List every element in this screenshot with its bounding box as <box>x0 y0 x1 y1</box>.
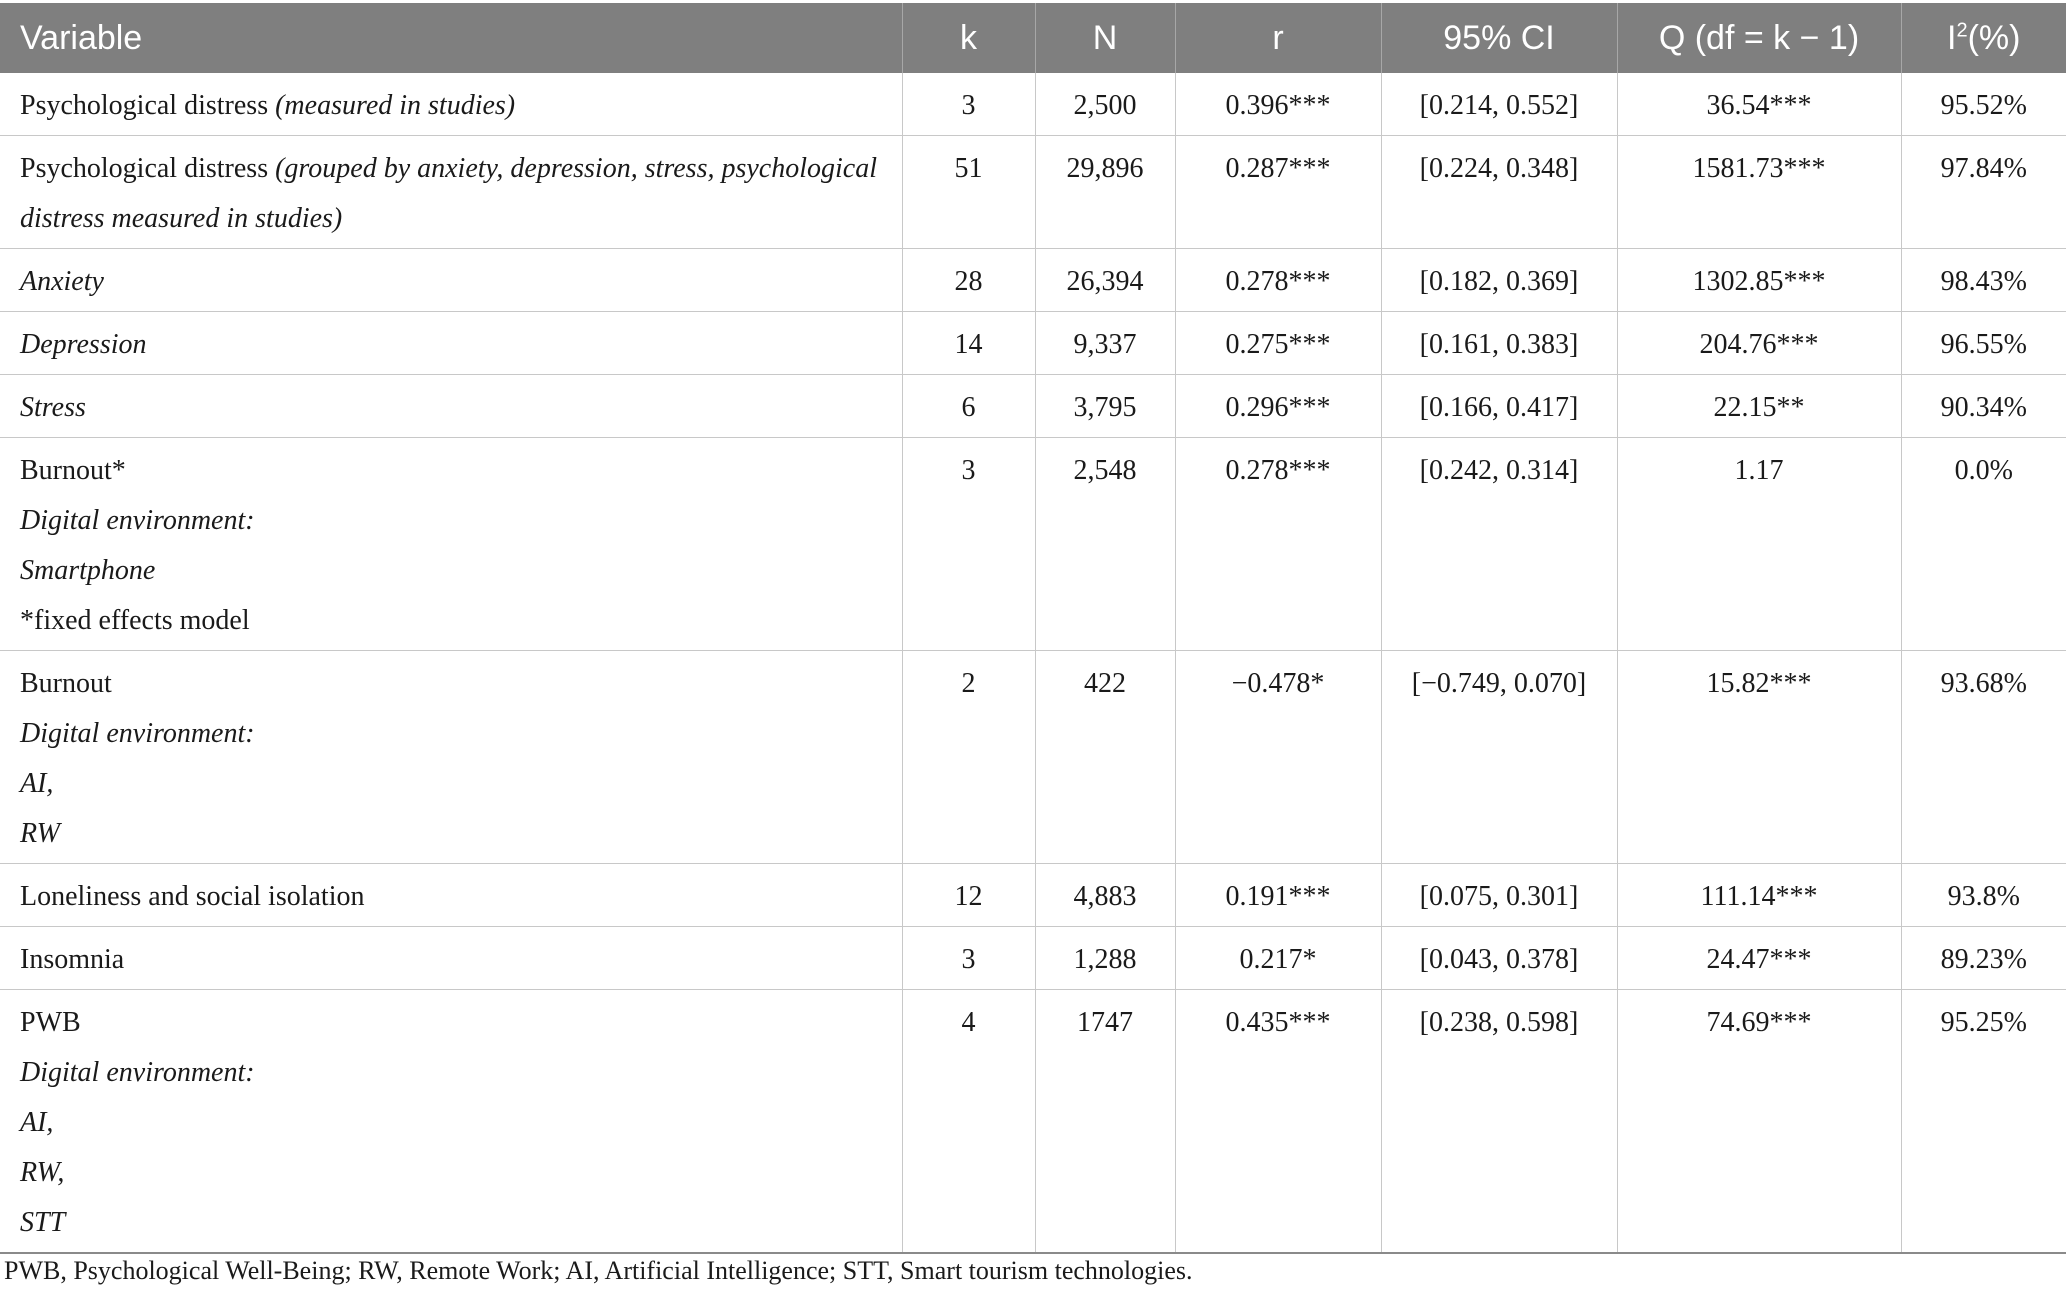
environment-label: Digital environment: <box>20 718 255 749</box>
r-cell: 0.217* <box>1175 927 1381 990</box>
table-row <box>0 864 2066 927</box>
table-row <box>0 249 2066 312</box>
meta-analysis-table-container <box>0 3 2066 1254</box>
i2-superscript: 2 <box>1956 19 1968 42</box>
col-header-variable: Variable <box>0 3 902 73</box>
k-cell: 3 <box>902 438 1035 651</box>
n-cell: 1,288 <box>1035 927 1175 990</box>
col-header-i2 <box>1901 3 2066 73</box>
variable-name: Psychological distress <box>20 153 276 184</box>
variable-name: Psychological distress <box>20 90 276 121</box>
table-footnote: PWB, Psychological Well-Being; RW, Remote Work; AI, Artificial Intelligence; STT, Smart tourism technologies. <box>4 1256 1193 1285</box>
variable-cell: Insomnia <box>0 927 902 990</box>
variable-cell: Depression <box>0 312 902 375</box>
variable-cell <box>0 438 902 651</box>
n-cell: 2,548 <box>1035 438 1175 651</box>
variable-name: Burnout <box>20 668 112 699</box>
r-cell: 0.435*** <box>1175 990 1381 1254</box>
variable-cell: Stress <box>0 375 902 438</box>
k-cell: 2 <box>902 651 1035 864</box>
q-cell: 111.14*** <box>1617 864 1901 927</box>
q-cell: 22.15** <box>1617 375 1901 438</box>
variable-qualifier: (measured in studies) <box>275 90 516 121</box>
k-cell: 4 <box>902 990 1035 1254</box>
variable-name: Burnout* <box>20 455 126 486</box>
variable-name: PWB <box>20 1007 81 1038</box>
table-row <box>0 438 2066 651</box>
variable-qualifier-continued: distress measured in studies) <box>20 203 343 234</box>
n-cell: 1747 <box>1035 990 1175 1254</box>
k-cell: 6 <box>902 375 1035 438</box>
n-cell: 422 <box>1035 651 1175 864</box>
n-cell: 3,795 <box>1035 375 1175 438</box>
q-cell: 24.47*** <box>1617 927 1901 990</box>
q-cell: 1.17 <box>1617 438 1901 651</box>
r-cell: −0.478* <box>1175 651 1381 864</box>
k-cell: 3 <box>902 73 1035 136</box>
table-row <box>0 312 2066 375</box>
k-cell: 14 <box>902 312 1035 375</box>
i2-cell: 96.55% <box>1901 312 2066 375</box>
r-cell: 0.278*** <box>1175 438 1381 651</box>
k-cell: 12 <box>902 864 1035 927</box>
table-row <box>0 651 2066 864</box>
variable-cell <box>0 651 902 864</box>
i2-cell: 93.8% <box>1901 864 2066 927</box>
ci-cell: [0.182, 0.369] <box>1381 249 1617 312</box>
table-row <box>0 927 2066 990</box>
model-note: *fixed effects model <box>20 605 250 636</box>
k-cell: 28 <box>902 249 1035 312</box>
header-row <box>0 3 2066 73</box>
variable-cell <box>0 73 902 136</box>
r-cell: 0.296*** <box>1175 375 1381 438</box>
ci-cell: [0.242, 0.314] <box>1381 438 1617 651</box>
k-cell: 3 <box>902 927 1035 990</box>
ci-cell: [0.224, 0.348] <box>1381 136 1617 249</box>
table-row <box>0 73 2066 136</box>
ci-cell: [0.238, 0.598] <box>1381 990 1617 1254</box>
variable-cell: Anxiety <box>0 249 902 312</box>
environment-item: RW, <box>20 1157 65 1188</box>
environment-item: Smartphone <box>20 555 156 586</box>
i2-cell: 89.23% <box>1901 927 2066 990</box>
col-header-q: Q (df = k − 1) <box>1617 3 1901 73</box>
r-cell: 0.191*** <box>1175 864 1381 927</box>
environment-item: STT <box>20 1207 66 1238</box>
r-cell: 0.278*** <box>1175 249 1381 312</box>
variable-cell <box>0 990 902 1254</box>
k-cell: 51 <box>902 136 1035 249</box>
q-cell: 1302.85*** <box>1617 249 1901 312</box>
environment-label: Digital environment: <box>20 1057 255 1088</box>
environment-item: AI, <box>20 768 54 799</box>
i2-cell: 95.25% <box>1901 990 2066 1254</box>
q-cell: 15.82*** <box>1617 651 1901 864</box>
q-cell: 204.76*** <box>1617 312 1901 375</box>
table-row <box>0 990 2066 1254</box>
ci-cell: [0.166, 0.417] <box>1381 375 1617 438</box>
q-cell: 36.54*** <box>1617 73 1901 136</box>
r-cell: 0.287*** <box>1175 136 1381 249</box>
i2-cell: 97.84% <box>1901 136 2066 249</box>
q-cell: 74.69*** <box>1617 990 1901 1254</box>
ci-cell: [0.075, 0.301] <box>1381 864 1617 927</box>
col-header-n: N <box>1035 3 1175 73</box>
variable-cell <box>0 136 902 249</box>
i2-cell: 90.34% <box>1901 375 2066 438</box>
table-row <box>0 375 2066 438</box>
i2-cell: 0.0% <box>1901 438 2066 651</box>
n-cell: 29,896 <box>1035 136 1175 249</box>
r-cell: 0.275*** <box>1175 312 1381 375</box>
col-header-k: k <box>902 3 1035 73</box>
n-cell: 9,337 <box>1035 312 1175 375</box>
i2-cell: 95.52% <box>1901 73 2066 136</box>
i2-cell: 93.68% <box>1901 651 2066 864</box>
n-cell: 4,883 <box>1035 864 1175 927</box>
environment-label: Digital environment: <box>20 505 255 536</box>
ci-cell: [0.043, 0.378] <box>1381 927 1617 990</box>
variable-qualifier: (grouped by anxiety, depression, stress, psychological <box>275 153 877 184</box>
table-row <box>0 136 2066 249</box>
r-cell: 0.396*** <box>1175 73 1381 136</box>
i2-unit: (%) <box>1967 18 2021 57</box>
meta-analysis-table <box>0 3 2066 1254</box>
col-header-r: r <box>1175 3 1381 73</box>
variable-cell: Loneliness and social isolation <box>0 864 902 927</box>
n-cell: 2,500 <box>1035 73 1175 136</box>
environment-item: RW <box>20 818 60 849</box>
i2-base: I <box>1947 18 1957 57</box>
environment-item: AI, <box>20 1107 54 1138</box>
q-cell: 1581.73*** <box>1617 136 1901 249</box>
i2-cell: 98.43% <box>1901 249 2066 312</box>
ci-cell: [−0.749, 0.070] <box>1381 651 1617 864</box>
ci-cell: [0.161, 0.383] <box>1381 312 1617 375</box>
ci-cell: [0.214, 0.552] <box>1381 73 1617 136</box>
col-header-ci: 95% CI <box>1381 3 1617 73</box>
n-cell: 26,394 <box>1035 249 1175 312</box>
